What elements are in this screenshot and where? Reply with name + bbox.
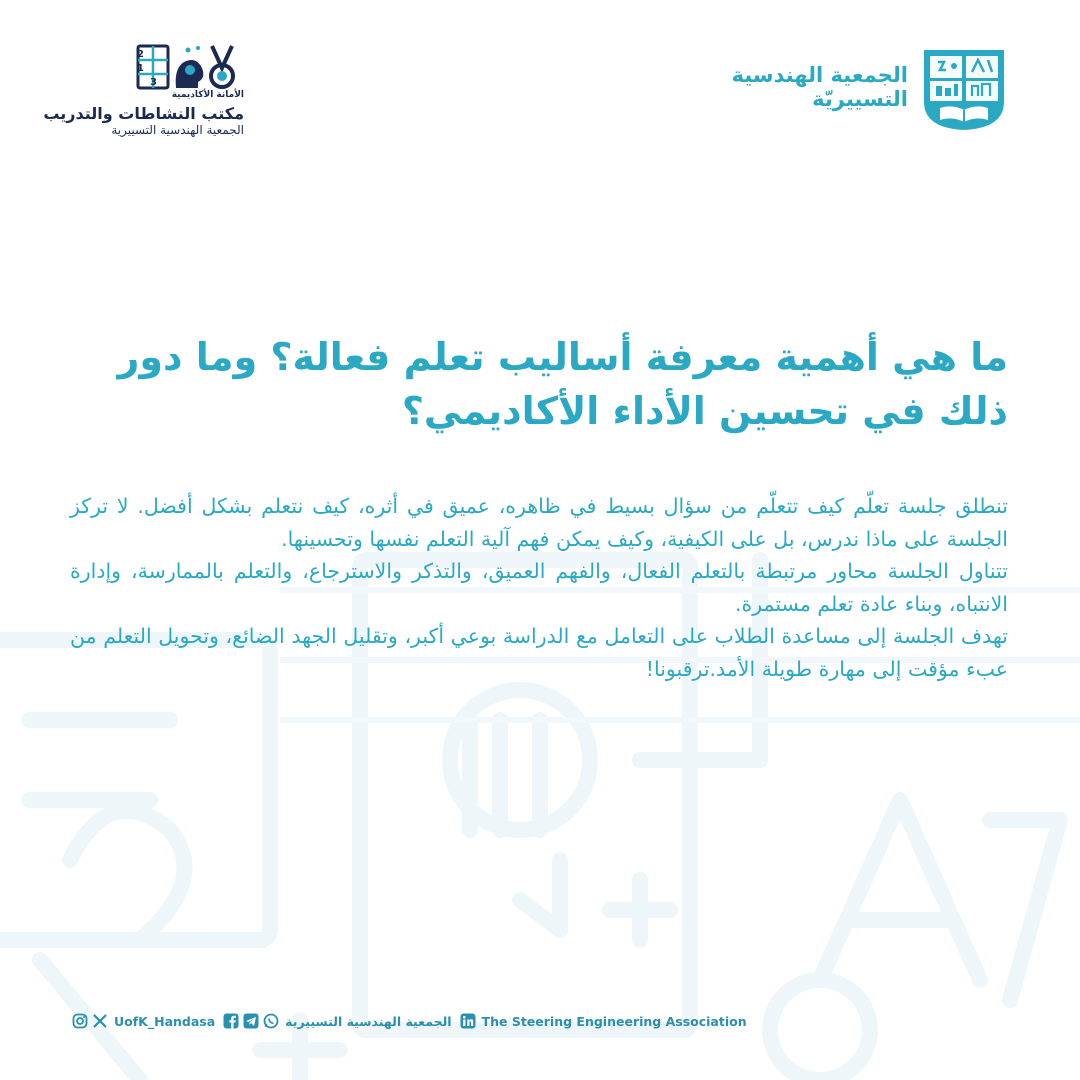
association-name-line2: التسييريّة <box>812 87 908 111</box>
social-handle[interactable]: UofK_Handasa <box>114 1013 216 1029</box>
office-subtitle: الجمعية الهندسية التسييرية <box>111 123 244 137</box>
association-logo <box>732 44 1008 132</box>
facebook-icon[interactable] <box>223 1013 239 1029</box>
whatsapp-icon[interactable] <box>263 1013 279 1029</box>
association-name-en: The Steering Engineering Association <box>481 1013 747 1029</box>
svg-text:2: 2 <box>137 49 144 60</box>
body-paragraph: تهدف الجلسة إلى مساعدة الطلاب على التعامل مع الدراسة بوعي أكبر، وتقليل الجهد الضائع، وتحويل التعلم من عبء مؤقت إلى مهارة طويلة الأمد.ترقبونا! <box>70 624 1008 681</box>
association-name-line1: الجمعية الهندسية <box>731 63 908 88</box>
body-paragraph: تنطلق جلسة تعلّم كيف تتعلّم من سؤال بسيط في ظاهره، عميق في أثره، كيف نتعلم بشكل أفضل. لا تركز الجلسة على ماذا ندرس، بل على الكيفية، وكيف يمكن فهم آلية التعلم نفسها وتحسينها. <box>70 494 1008 551</box>
body-paragraph: تتناول الجلسة محاور مرتبطة بالتعلم الفعال، والفهم العميق، والتذكر والاسترجاع، والتعلم بالممارسة، وإدارة الانتباه، وبناء عادة تعلم مستمرة. <box>70 559 1008 616</box>
association-name <box>732 64 908 111</box>
social-footer <box>72 1008 751 1034</box>
x-icon[interactable] <box>92 1013 108 1029</box>
office-logo <box>43 42 244 137</box>
office-emblem-icon <box>132 42 244 92</box>
svg-text:3: 3 <box>150 77 157 88</box>
svg-text:1: 1 <box>137 63 144 74</box>
post-title: ما هي أهمية معرفة أساليب تعلم فعالة؟ وما دور ذلك في تحسين الأداء الأكاديمي؟ <box>117 335 1008 433</box>
instagram-icon[interactable] <box>72 1013 88 1029</box>
association-name-ar: الجمعية الهندسية التسييرية <box>285 1013 452 1029</box>
telegram-icon[interactable] <box>243 1013 259 1029</box>
office-tag: الأمانة الأكاديمية <box>171 90 244 100</box>
office-title: مكتب النشاطات والتدريب <box>43 104 244 123</box>
association-emblem-icon <box>920 44 1008 132</box>
linkedin-icon[interactable] <box>460 1013 476 1029</box>
post-body <box>70 490 1008 686</box>
